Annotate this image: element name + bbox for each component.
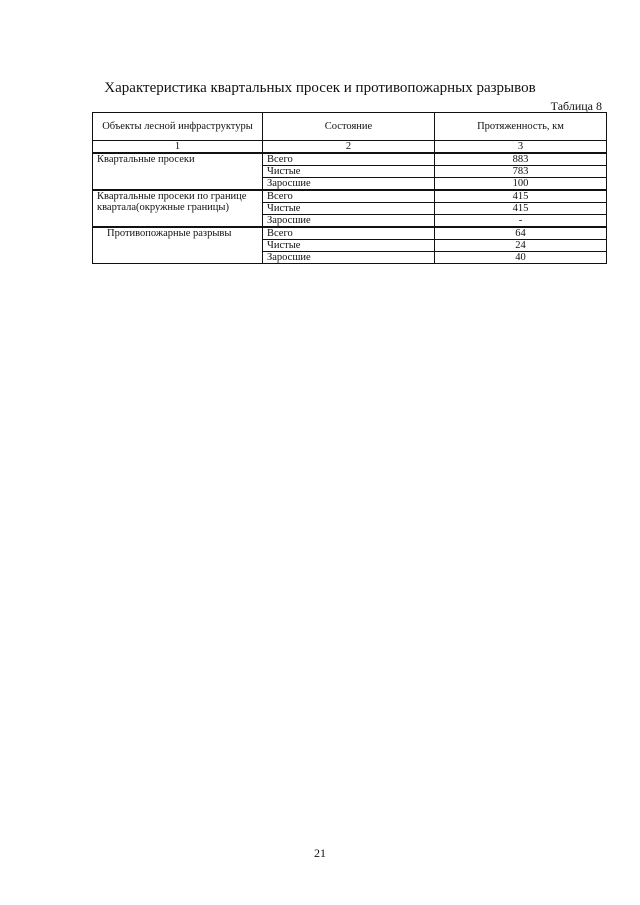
state-cell: Заросшие [263,252,435,264]
object-cell: Противопожарные разрывы [93,227,263,264]
page-number: 21 [314,846,326,860]
table-row [93,190,607,203]
length-cell: 100 [435,178,607,191]
table-header-row [93,113,607,141]
length-cell: 783 [435,166,607,178]
length-cell: 24 [435,240,607,252]
object-cell: Квартальные просеки по границе квартала(окружные границы) [93,190,263,227]
state-cell: Заросшие [263,178,435,191]
header-length: Протяженность, км [435,113,607,141]
state-cell: Всего [263,153,435,166]
header-objects: Объекты лесной инфраструктуры [93,113,263,141]
table-row [93,227,607,240]
state-cell: Всего [263,190,435,203]
state-cell: Всего [263,227,435,240]
length-cell: 415 [435,203,607,215]
length-cell: 64 [435,227,607,240]
state-cell: Заросшие [263,215,435,228]
page-title: Характеристика квартальных просек и противопожарных разрывов [104,80,536,96]
header-state: Состояние [263,113,435,141]
length-cell: 40 [435,252,607,264]
length-cell: 883 [435,153,607,166]
table-row [93,153,607,166]
state-cell: Чистые [263,203,435,215]
column-number: 2 [263,141,435,154]
column-number: 3 [435,141,607,154]
state-cell: Чистые [263,240,435,252]
object-cell: Квартальные просеки [93,153,263,190]
forest-infrastructure-table [92,112,607,264]
table-label: Таблица 8 [550,99,602,113]
column-number-row [93,141,607,154]
column-number: 1 [93,141,263,154]
state-cell: Чистые [263,166,435,178]
length-cell: - [435,215,607,228]
length-cell: 415 [435,190,607,203]
